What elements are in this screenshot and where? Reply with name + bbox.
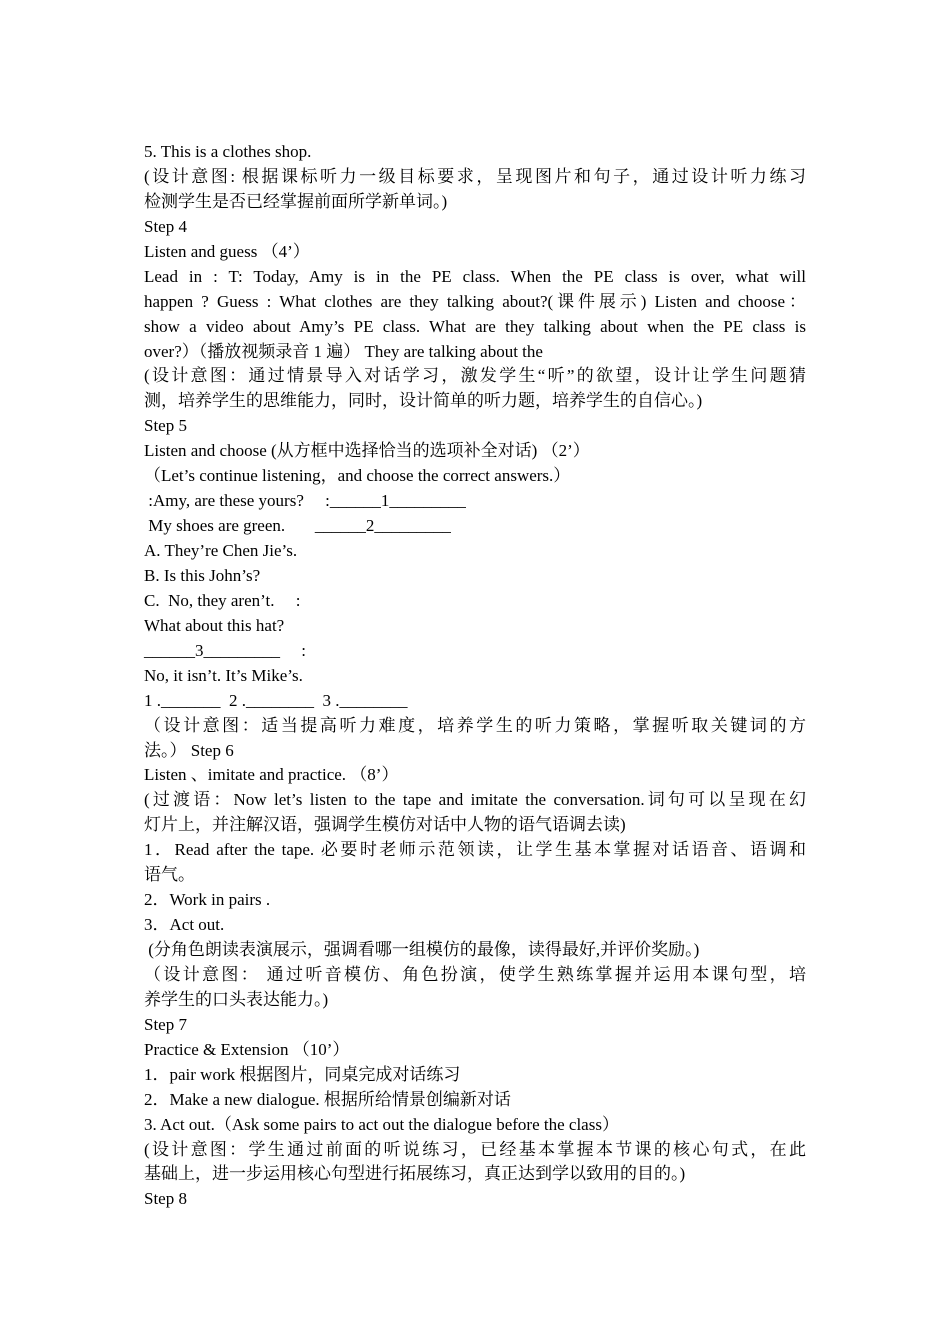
text-line: 5. This is a clothes shop.: [144, 142, 312, 161]
step-heading: Step 5: [144, 416, 187, 436]
text-line: （设计意图：适当提高听力难度，培养学生的听力策略，掌握听取关键词的方: [144, 715, 806, 735]
text-line: 1 ._______ 2 .________ 3 .________: [144, 690, 408, 710]
text-line: What about this hat?: [144, 615, 285, 635]
text-line: Lead in : T: Today, Amy is in the PE class. When the PE class is over, what will: [144, 266, 806, 286]
text-line: My shoes are green. ______2_________: [144, 516, 451, 536]
text-line: 养学生的口头表达能力。): [144, 989, 329, 1009]
text-line: （Let’s continue listening，and choose the correct answers.）: [144, 466, 571, 486]
text-line: 语气。: [144, 865, 195, 885]
text-line: 检测学生是否已经掌握前面所学新单词。): [144, 191, 448, 211]
text-line: Listen and guess （4’）: [144, 241, 310, 261]
step-heading: Step 7: [144, 1014, 187, 1034]
text-line: 2．Make a new dialogue. 根据所给情景创编新对话: [144, 1089, 511, 1109]
text-line: show a video about Amy’s PE class. What are they talking about when the PE class is: [144, 316, 806, 336]
text-line: A. They’re Chen Jie’s.: [144, 541, 298, 560]
text-line: (设计意图: 根据课标听力一级目标要求，呈现图片和句子，通过设计听力练习: [144, 166, 806, 186]
text-line: 基础上，进一步运用核心句型进行拓展练习，真正达到学以致用的目的。): [144, 1164, 686, 1184]
text-line: 灯片上，并注解汉语，强调学生模仿对话中人物的语气语调去读): [144, 815, 626, 835]
text-line: (设计意图：学生通过前面的听说练习，已经基本掌握本节课的核心句式，在此: [144, 1139, 806, 1159]
text-line: Practice & Extension （10’）: [144, 1039, 350, 1059]
text-line: over?）（播放视频录音 1 遍） They are talking about the: [144, 341, 543, 361]
text-line: 1．pair work 根据图片，同桌完成对话练习: [144, 1064, 461, 1084]
text-line: Listen and choose (从方框中选择恰当的选项补全对话) （2’）: [144, 441, 590, 461]
text-line: 测，培养学生的思维能力，同时，设计简单的听力题，培养学生的自信心。): [144, 391, 703, 411]
text-line: C. No, they aren’t. :: [144, 590, 301, 610]
text-line: 法。） Step 6: [144, 740, 234, 760]
step-heading: Step 4: [144, 216, 187, 236]
document-page: [144, 140, 806, 1212]
text-line: (设计意图：通过情景导入对话学习，激发学生“听”的欲望，设计让学生问题猜: [144, 366, 806, 386]
text-line: B. Is this John’s?: [144, 565, 261, 585]
text-line: 3. Act out.（Ask some pairs to act out the dialogue before the class）: [144, 1114, 619, 1134]
text-line: 1．Read after the tape. 必要时老师示范领读，让学生基本掌握对话语音、语调和: [144, 840, 806, 860]
text-line: （设计意图： 通过听音模仿、角色扮演，使学生熟练掌握并运用本课句型，培: [144, 964, 806, 984]
text-line: happen ? Guess : What clothes are they talking about?(课件展示) Listen and choose：: [144, 291, 806, 311]
text-line: Listen 、imitate and practice. （8’）: [144, 765, 399, 785]
text-line: (过渡语：Now let’s listen to the tape and imitate the conversation.词句可以呈现在幻: [144, 790, 806, 810]
text-line: No, it isn’t. It’s Mike’s.: [144, 665, 303, 685]
text-line: (分角色朗读表演展示，强调看哪一组模仿的最像，读得最好,并评价奖励。): [144, 940, 700, 959]
text-line: :Amy, are these yours? :______1_________: [144, 491, 466, 511]
text-line: 2．Work in pairs .: [144, 890, 271, 910]
text-line: ______3_________ :: [144, 640, 306, 660]
step-heading: Step 8: [144, 1189, 187, 1209]
text-line: 3．Act out.: [144, 915, 225, 935]
